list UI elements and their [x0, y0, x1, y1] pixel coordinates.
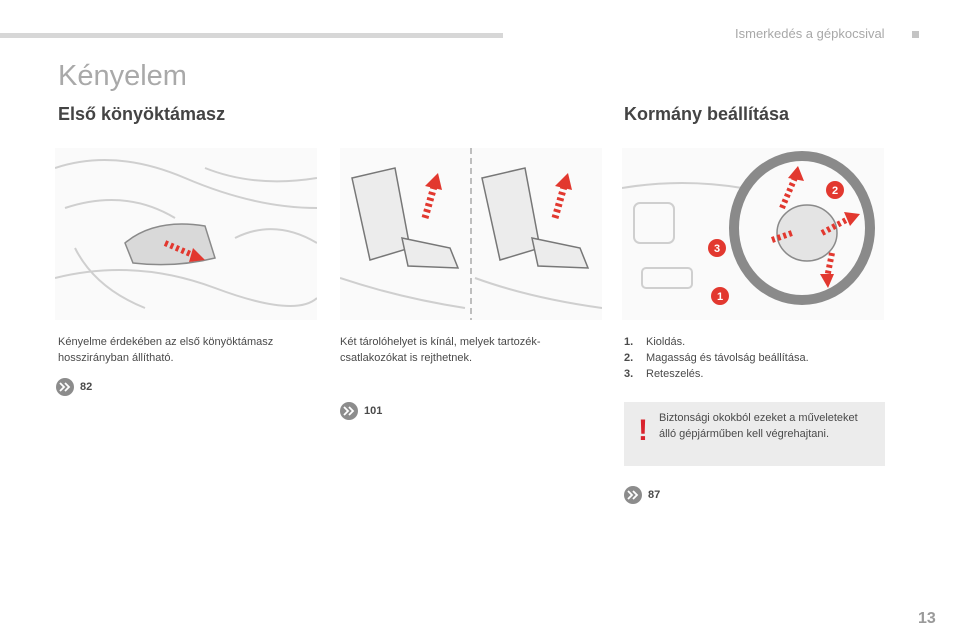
storage-illustration [340, 148, 602, 320]
armrest-page-ref[interactable] [56, 378, 92, 396]
step-label: Kioldás. [646, 336, 686, 348]
safety-warning-box [624, 402, 885, 466]
callout-1: 1 [716, 291, 724, 303]
storage-page-ref[interactable] [340, 402, 382, 420]
header-section-title: Ismerkedés a gépkocsival [735, 26, 885, 41]
armrest-description: Kényelme érdekében az első könyöktámasz hosszirányban állítható. [58, 336, 274, 364]
callout-3: 3 [713, 243, 721, 255]
callout-2: 2 [831, 185, 839, 197]
step-number: 2. [624, 352, 634, 364]
armrest-illustration [55, 148, 317, 320]
warning-icon: ! [638, 414, 648, 447]
header-rule [0, 33, 503, 38]
step-item [624, 366, 809, 382]
step-label: Magasság és távolság beállítása. [646, 352, 809, 364]
steering-section-title: Kormány beállítása [624, 104, 790, 124]
step-number: 3. [624, 368, 634, 380]
armrest-section-title: Első könyöktámasz [58, 104, 226, 124]
steering-page-ref-number: 87 [648, 489, 661, 501]
steering-illustration [622, 148, 884, 320]
steering-steps [624, 334, 809, 382]
step-item [624, 334, 809, 350]
steering-page-ref[interactable] [624, 486, 660, 504]
page-link-icon [56, 378, 74, 396]
page-title: Kényelem [58, 60, 187, 92]
warning-text: Biztonsági okokból ezeket a műveleteket álló gépjárműben kell végrehajtani. [659, 412, 858, 440]
storage-description: Két tárolóhelyet is kínál, melyek tartozék-csatlakozókat is rejthetnek. [340, 336, 541, 364]
step-item [624, 350, 809, 366]
header-marker [912, 31, 919, 38]
step-label: Reteszelés. [646, 368, 704, 380]
step-number: 1. [624, 336, 634, 348]
page-link-icon [340, 402, 358, 420]
page-number: 13 [918, 610, 936, 627]
armrest-page-ref-number: 82 [80, 381, 93, 393]
page-link-icon [624, 486, 642, 504]
storage-page-ref-number: 101 [364, 405, 383, 417]
